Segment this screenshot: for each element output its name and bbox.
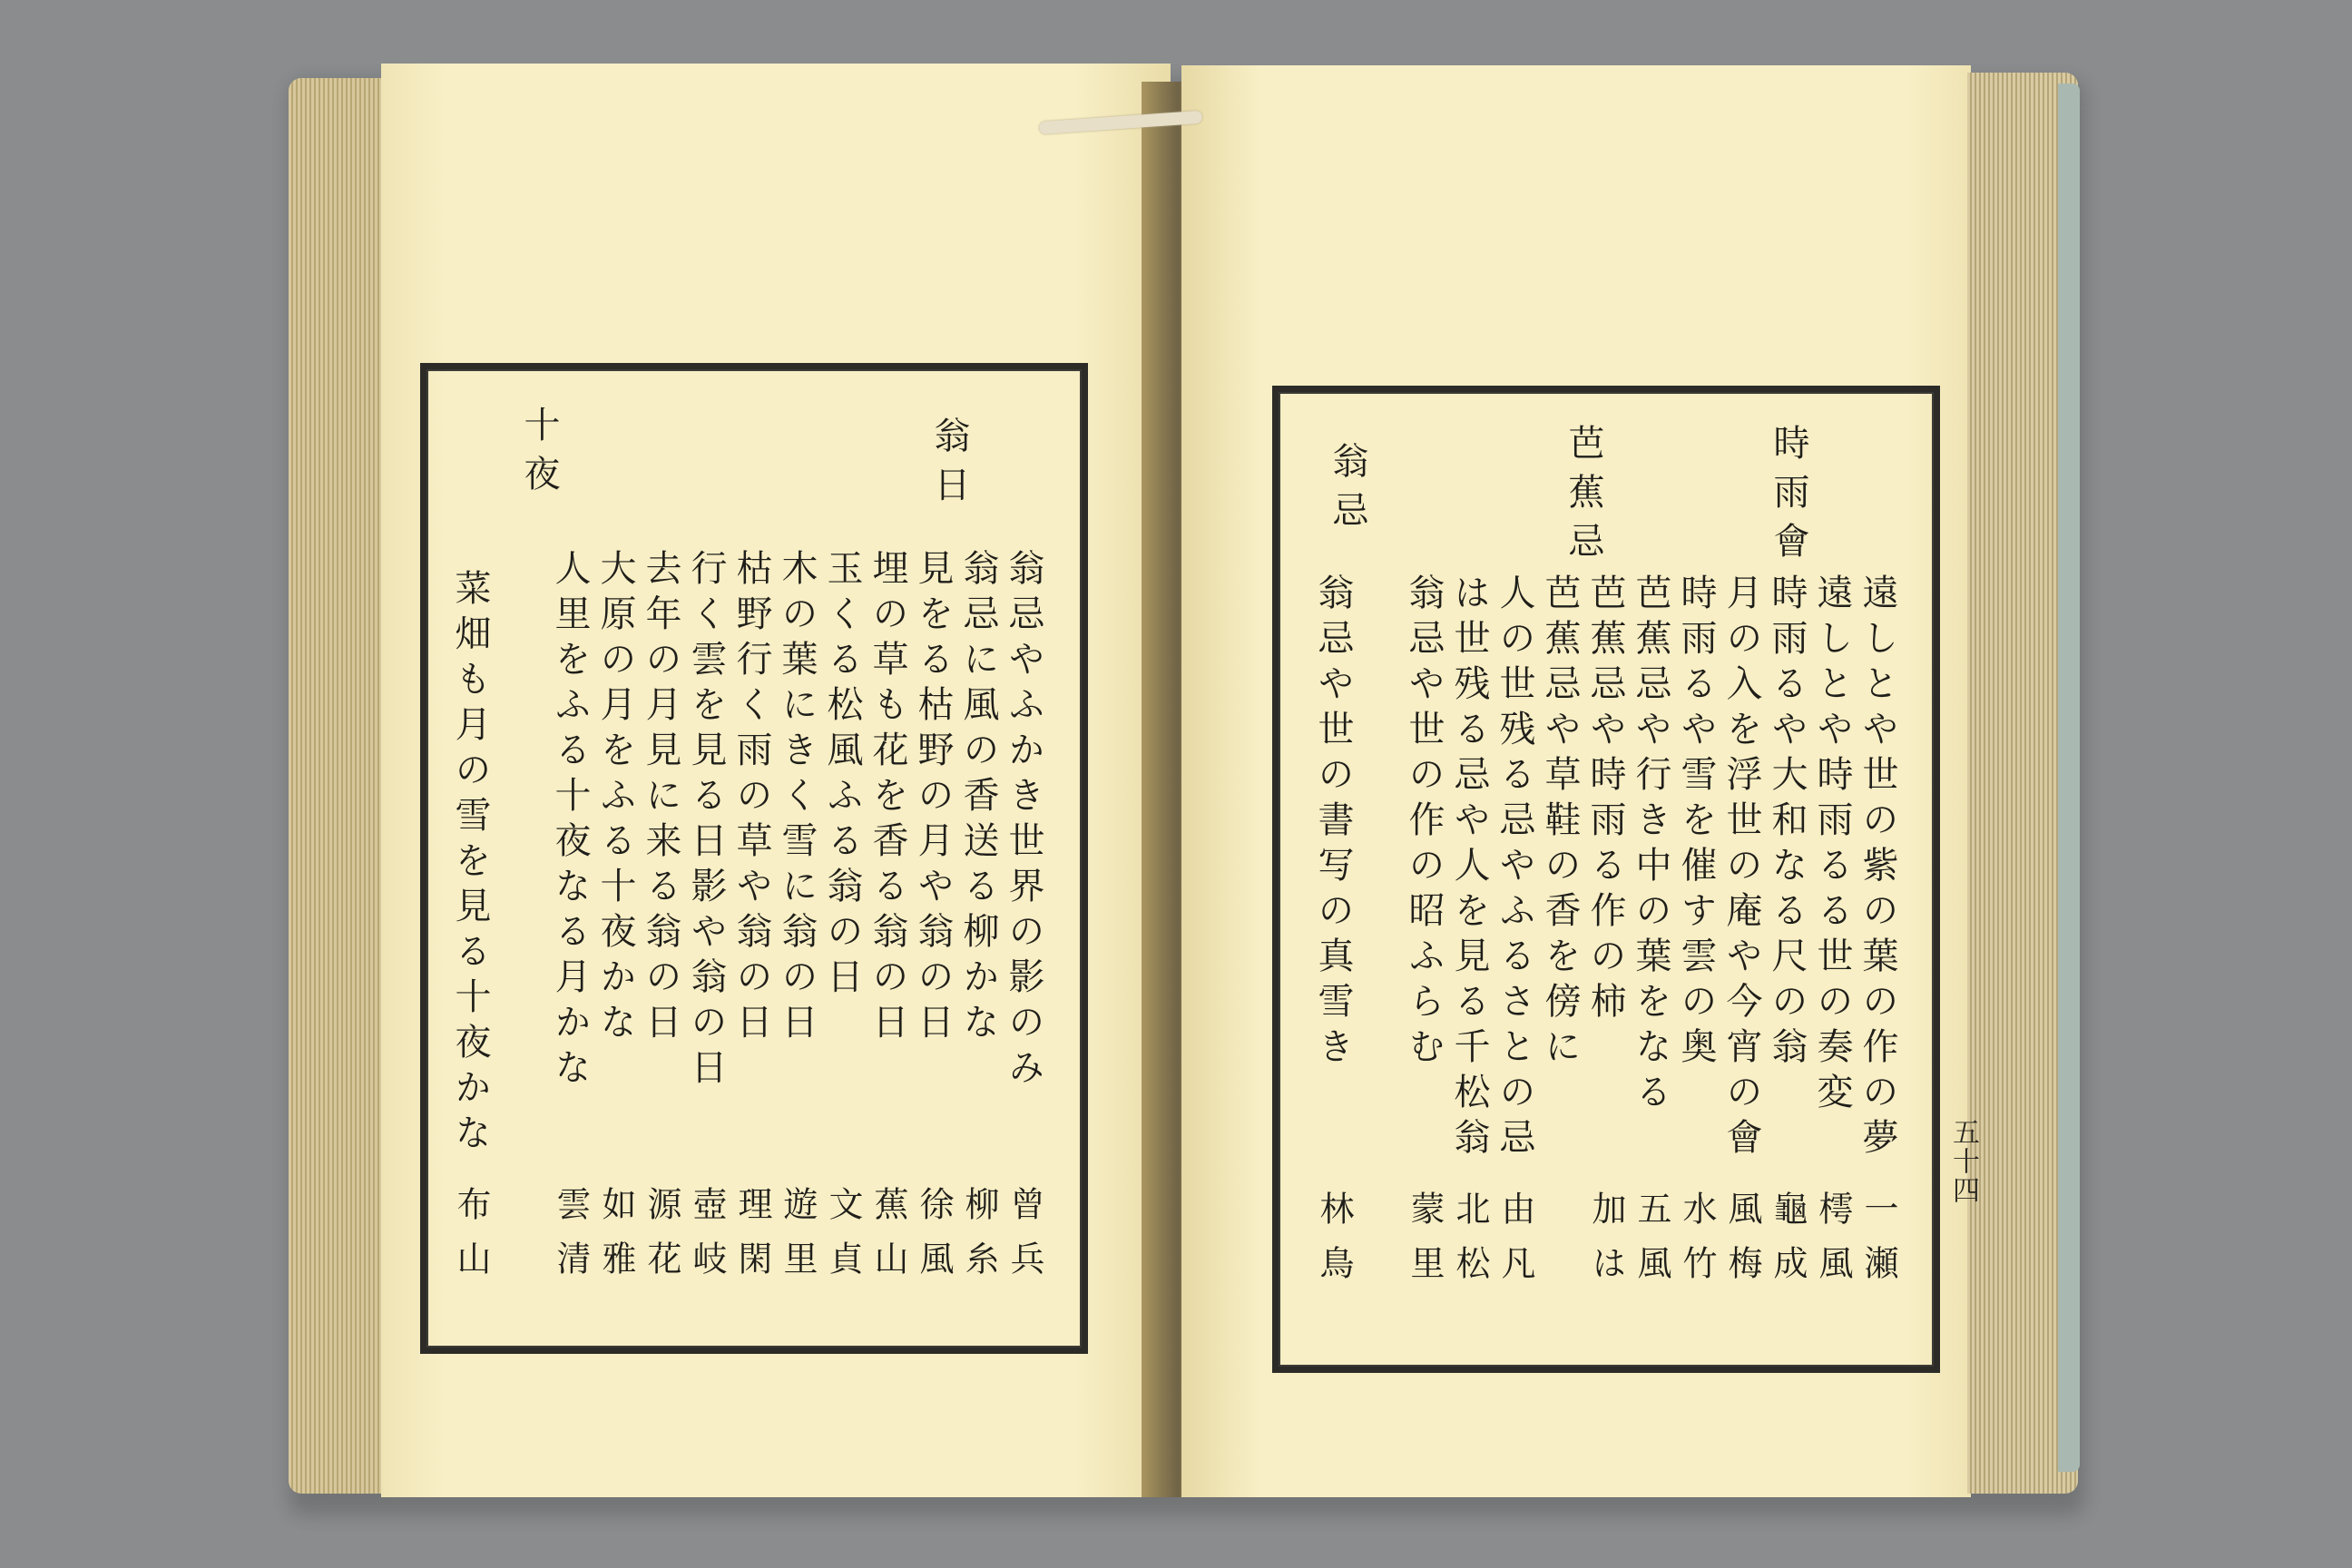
verse-line: 行く雲を見る日影や翁の日 [685, 549, 727, 1093]
author-name: 遊里 [778, 1186, 818, 1295]
author-name: 風梅 [1722, 1191, 1762, 1299]
author-name: 由凡 [1495, 1191, 1535, 1299]
verse-line: 遠しとや時雨るる世の奏変 [1811, 573, 1853, 1118]
verse-line: 翁忌やふかき世界の影のみ [1003, 549, 1044, 1093]
author-name: 加は [1586, 1191, 1626, 1299]
verse-line: 枯野行く雨の草や翁の日 [730, 549, 772, 1048]
verse-line: 月の入を浮世の庵や今宵の會 [1720, 573, 1762, 1163]
page-number: 五十四 [1947, 1118, 1979, 1205]
verse-line: 芭蕉忌や草鞋の香を傍に [1539, 573, 1581, 1073]
section-title: 翁日 [928, 416, 970, 514]
page-edges-left [289, 78, 396, 1494]
verse-line: 芭蕉忌や時雨る作の柿 [1584, 573, 1626, 1027]
book-cover-right [2058, 83, 2080, 1472]
verse-line: 遠しとや世の紫の葉の作の夢 [1857, 573, 1898, 1163]
author-name: 蒙里 [1405, 1191, 1445, 1299]
section-title: 芭蕉忌 [1563, 424, 1604, 571]
verse-line: 翁忌や世の書写の真雪き [1312, 573, 1354, 1073]
verse-line: 翁忌や世の作の昭ふらむ [1403, 573, 1445, 1073]
author-name: 北松 [1450, 1191, 1490, 1299]
author-name: 徐風 [914, 1186, 954, 1295]
author-name: 一瀬 [1858, 1191, 1898, 1299]
author-name: 林鳥 [1314, 1191, 1354, 1299]
author-name: 布山 [451, 1186, 491, 1295]
author-name: 理閑 [732, 1186, 772, 1295]
right-text-frame [1272, 386, 1940, 1373]
author-name: 源花 [642, 1186, 681, 1295]
verse-line: 埋の草も花を香る翁の日 [867, 549, 908, 1048]
verse-line: 菜畑も月の雪を見る十夜かな [449, 569, 491, 1159]
author-name: 曾兵 [1004, 1186, 1044, 1295]
verse-line: 芭蕉忌や行き中の葉をなる [1630, 573, 1671, 1118]
verse-line: 去年の月見に来る翁の日 [640, 549, 681, 1048]
verse-line: 時雨るや大和なる尺の翁 [1766, 573, 1808, 1073]
author-name: 壺岐 [687, 1186, 727, 1295]
verse-line: は世残る忌や人を見る千松翁 [1448, 573, 1490, 1163]
verse-line: 人の世残る忌やふるさとの忌 [1494, 573, 1535, 1163]
verse-line: 時雨るや雪を催す雲の奥 [1675, 573, 1717, 1073]
author-name: 如雅 [596, 1186, 636, 1295]
section-title: 翁忌 [1327, 442, 1368, 540]
verse-line: 人里をふる十夜なる月かな [549, 549, 591, 1093]
verse-line: 大原の月をふる十夜かな [594, 549, 636, 1048]
author-name: 柳糸 [959, 1186, 999, 1295]
author-name: 蕉山 [868, 1186, 908, 1295]
verse-line: 見をる枯野の月や翁の日 [912, 549, 954, 1048]
author-name: 文貞 [823, 1186, 863, 1295]
verse-line: 木の葉にきく雪に翁の日 [776, 549, 818, 1048]
left-text-frame [420, 363, 1088, 1354]
section-title: 十夜 [518, 406, 560, 504]
verse-line: 玉くる松風ふる翁の日 [821, 549, 863, 1003]
author-name: 五風 [1632, 1191, 1671, 1299]
author-name: 龜成 [1768, 1191, 1808, 1299]
section-title: 時雨會 [1768, 424, 1809, 571]
verse-line: 翁忌に風の香送る柳かな [957, 549, 999, 1048]
author-name: 水竹 [1677, 1191, 1717, 1299]
author-name: 雲清 [551, 1186, 591, 1295]
author-name: 樗風 [1813, 1191, 1853, 1299]
